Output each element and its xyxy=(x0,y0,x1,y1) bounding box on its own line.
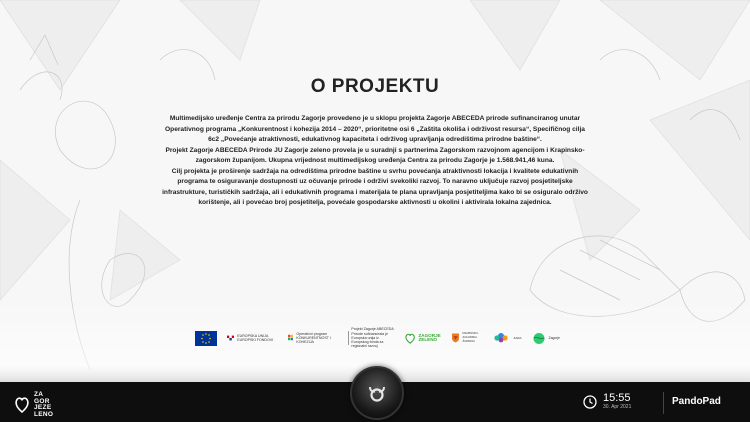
eu-flag-icon xyxy=(195,331,217,346)
pandopad-logo: PandoPad xyxy=(672,396,721,407)
zagorje-zeleno-label: ZAGORJE ZELENO xyxy=(418,332,441,342)
op-program-icon xyxy=(288,332,293,343)
clock-date: 30. Apr 2021 xyxy=(603,404,632,410)
zagorje-zeleno-logo xyxy=(405,332,442,345)
project-note-label: Projekt Zagorje ABECEDA Prirode sufinancirala je Europska unija iz Europskog fonda za regionalni razvoj xyxy=(351,327,394,349)
clock-time: 15:55 xyxy=(603,392,631,404)
bull-head-icon xyxy=(366,382,388,404)
clock-readout xyxy=(603,393,631,411)
zara-logo xyxy=(492,331,521,345)
brand-line-3: JEZE xyxy=(34,404,52,412)
zara-label: ZARA xyxy=(513,335,522,340)
zagorje-label: Zagorje xyxy=(548,335,560,340)
paragraph-1: Multimedijsko uređenje Centra za prirodu Zagorje provedeno je u sklopu projekta Zagorje ABECEDA prirode sufinanciranog unutar Operativnog programa „Konkurentnost i kohezija 2014 – 2020“, prioritetne osi 6 „Zaštita okoliša i održivost resursa“, Specifičnog cilja 6c2 „Povećanje atraktivnosti, edukativnog kapaciteta i održivog upravljanja odredištima prirodne baštine“. xyxy=(165,115,585,143)
zara-flower-icon xyxy=(492,331,510,345)
zagorje-globe-icon xyxy=(532,332,546,345)
home-button[interactable] xyxy=(350,366,404,420)
eu-flag-logo xyxy=(195,331,217,346)
county-logo xyxy=(452,331,482,345)
zagorje-zeleno-brand xyxy=(14,392,53,418)
county-label: KRAPINSKO-ZAGORSKA ŽUPANIJA xyxy=(462,331,479,344)
paragraph-3: Cilj projekta je proširenje sadržaja na odredištima prirodne baštine u svrhu povećanja atraktivnosti lokacija i kvalitete edukativnih programa te osiguravanje dostupnosti uz očuvanje prirode i održivi svekoliki razvoj. To naravno uključuje razvoj posjetiteljske infrastrukture, turističkih sadržaja, ali i edukativnih programa i materijala te plana upravljanja posjetiteljima kako bi se osiguralo održivo korištenje, ali i povećao broj posjetitelja, povećale gospodarske aktivnosti u okolini i aktivirala lokalna zajednica. xyxy=(162,167,588,206)
toolbar-divider xyxy=(663,392,664,414)
croatia-checker-icon xyxy=(227,331,234,345)
op-program-label: Operativni program KONKURENTNOST I KOHEZIJA xyxy=(296,331,331,345)
brand-text xyxy=(34,392,53,418)
heart-leaf-icon xyxy=(14,395,30,415)
heart-leaf-icon xyxy=(405,332,415,345)
paragraph-2: Projekt Zagorje ABECEDA Prirode JU Zagorje zeleno provela je u suradnji s partnerima Zagorskom razvojnom agencijom i Krapinsko-zagorskom županijom. Ukupna vrijednost multimedijskog uređenja Centra za prirodu Zagorje je 1.568.941,46 kuna. xyxy=(165,146,585,164)
county-crest-icon xyxy=(452,331,459,345)
eu-funds-logo xyxy=(227,331,278,345)
brand-line-4: LENO xyxy=(34,410,54,418)
project-note-logo xyxy=(348,327,395,348)
project-description xyxy=(160,114,590,209)
brand-line-1: ZA xyxy=(34,391,44,398)
sponsor-logos xyxy=(195,324,560,352)
clock-icon xyxy=(583,395,597,409)
op-program-logo xyxy=(288,332,338,345)
zagorje-logo xyxy=(532,332,561,345)
eu-funds-label: EUROPSKA UNIJA EUROPSKI FONDOVI xyxy=(237,333,274,342)
page-title: O PROJEKTU xyxy=(310,76,440,97)
brand-line-2: GOR xyxy=(34,397,50,405)
clock-widget xyxy=(583,393,631,411)
